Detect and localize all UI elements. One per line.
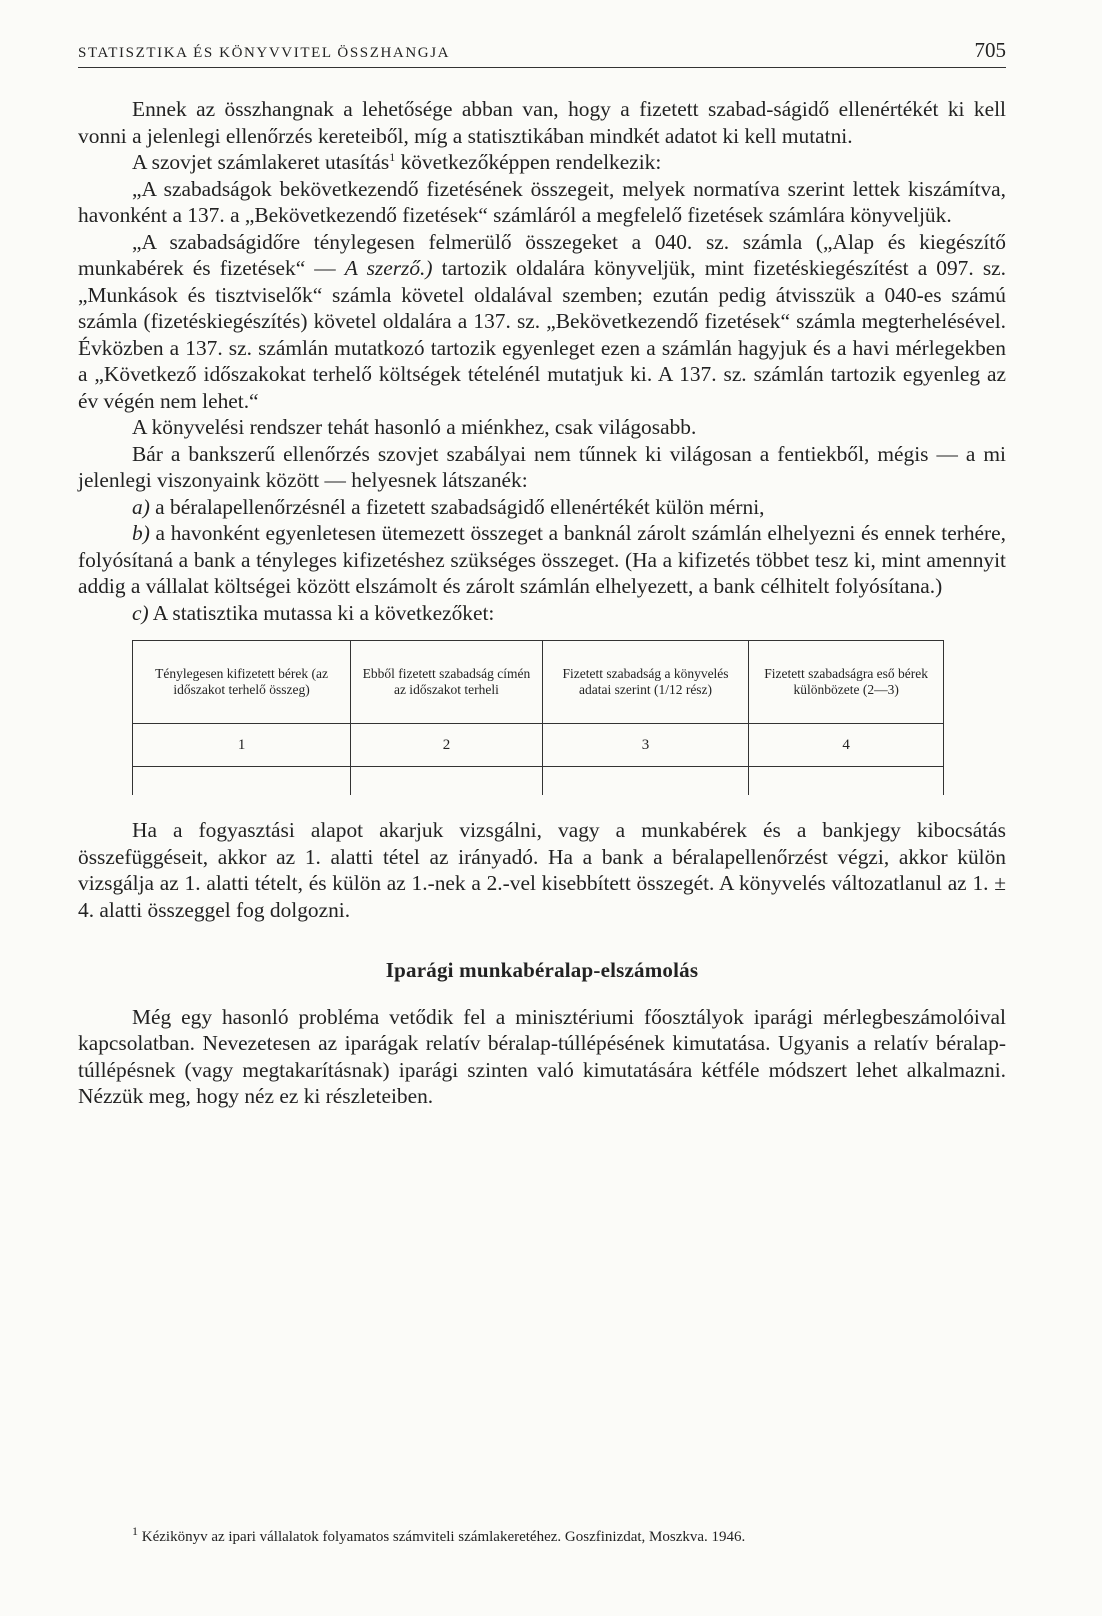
list-label: b)	[132, 521, 150, 545]
page-number: 705	[974, 38, 1006, 62]
paragraph: Ennek az összhangnak a lehetősége abban van, hogy a fizetett szabad-ságidő ellenértékét ki kell vonni a jelenlegi ellenőrzés kereteiből, míg a statisztikában mindkét adatot ki kell mutatni.	[78, 97, 1006, 148]
table-header-row	[133, 641, 944, 724]
running-header	[78, 38, 1006, 68]
paragraph: A könyvelési rendszer tehát hasonló a miénkhez, csak világosabb.	[132, 415, 697, 439]
section-heading: Iparági munkabéralap-elszámolás	[385, 958, 699, 982]
list-label: a)	[132, 494, 150, 519]
table-number-row	[133, 724, 944, 767]
paragraph: Még egy hasonló probléma vetődik fel a minisztériumi főosztályok iparági mérlegbeszámolóival kapcsolatban. Nevezetesen az iparágak relatív béralap-túllépésének kimutatása. Ugyanis a relatív béralap-túllépésnek (vagy megtakarításnak) iparági szinten való kimutatására kétféle módszert lehet alkalmazni. Nézzük meg, hogy néz ez ki részleteiben.	[78, 1004, 1006, 1108]
paragraph: Bár a bankszerű ellenőrzés szovjet szabályai nem tűnnek ki világosan a fentiekből, mégis — a mi jelenlegi viszonyaink között — helyesnek látszanék:	[78, 441, 1006, 492]
footnote	[78, 1524, 1006, 1547]
column-number: 4	[749, 724, 944, 767]
column-header: Fizetett szabadságra eső bérek különbözete (2—3)	[749, 641, 944, 724]
text-run: következőképpen rendelkezik:	[395, 150, 662, 174]
table-empty-row	[133, 767, 944, 796]
list-text: a havonként egyenletesen ütemezett összeget a banknál zárolt számlán elhelyezni és ennek terhére, folyósítaná a bank a tényleges kifizetéshez szükséges összeget. (Ha a kifizetés többet tesz ki, mint amennyit addig a vállalat költségei között elszámolt és zárolt számlán elhelyezett, a bank célhitelt folyósítana.)	[78, 521, 1006, 598]
italic-text: A szerző.)	[344, 256, 433, 280]
text-run: tartozik oldalára könyveljük, mint fizetéskiegészítést a 097. sz. „Munkások és tisztviselők“ számla követel oldalával szemben; ezután pedig átvisszük a 040-es számú számla (fizetéskiegészítés) követel oldalára a 137. sz. „Bekövetkezendő fizetések“ számla megterhelésével. Évközben a 137. sz. számlán mutatkozó tartozik egyenleget ezen a számlán hagyjuk és a havi mérlegekben a „Következő időszakokat terhelő költségek tételénél mutatjuk ki. A 137. sz. számlán tartozik egyenleg az év végén nem lehet.“	[78, 256, 1006, 413]
footnote-text: Kézikönyv az ipari vállalatok folyamatos számviteli számlakeretéhez. Goszfinizdat, Moszkva. 1946.	[138, 1529, 746, 1545]
list-text: a béralapellenőrzésnél a fizetett szabadságidő ellenértékét külön mérni,	[149, 494, 765, 519]
running-title: STATISZTIKA ÉS KÖNYVVITEL ÖSSZHANGJA	[78, 45, 451, 61]
text-run: „A szabadságidőre ténylegesen felmerülő összegeket a 040. sz. számla („Alap és kiegészítő munkabérek és fizetések“ —	[78, 229, 1006, 280]
paragraph	[78, 229, 1006, 415]
list-item-c	[78, 600, 1006, 627]
main-text	[78, 96, 1006, 1110]
column-number: 1	[133, 724, 351, 767]
list-label: c)	[132, 600, 149, 625]
text-run: A szovjet számlakeret utasítás	[132, 150, 390, 174]
table-cell	[749, 767, 944, 796]
table-cell	[351, 767, 543, 796]
list-item-b	[78, 520, 1006, 600]
list-text: A statisztika mutassa ki a következőket:	[148, 600, 495, 625]
column-number: 3	[542, 724, 749, 767]
column-header: Ebből fizetett szabadság címén az időszakot terheli	[351, 641, 543, 724]
paragraph	[78, 149, 1006, 176]
measurement-table	[132, 640, 944, 795]
list-item-a	[78, 494, 1006, 521]
column-number: 2	[351, 724, 543, 767]
paragraph: „A szabadságok bekövetkezendő fizetésének összegeit, melyek normatíva szerint lettek kiszámítva, havonként a 137. a „Bekövetkezendő fizetések“ számláról a megfelelő fizetések számlára könyveljük.	[78, 176, 1006, 227]
table-cell	[133, 767, 351, 796]
footnote-reference: 1	[389, 149, 396, 164]
paragraph: Ha a fogyasztási alapot akarjuk vizsgálni, vagy a munkabérek és a bankjegy kibocsátás összefüggéseit, akkor az 1. alatti tétel az irányadó. Ha a bank a béralapellenőrzést végzi, akkor külön vizsgálja az 1. alatti tételt, és külön az 1.-nek a 2.-vel kisebbített összegét. A könyvelés változatlanul az 1. ± 4. alatti összeggel fog dolgozni.	[78, 818, 1006, 922]
column-header: Ténylegesen kifizetett bérek (az időszakot terhelő összeg)	[133, 641, 351, 724]
table-cell	[542, 767, 749, 796]
footnote-mark: 1	[132, 1524, 138, 1538]
column-header: Fizetett szabadság a könyvelés adatai szerint (1/12 rész)	[542, 641, 749, 724]
